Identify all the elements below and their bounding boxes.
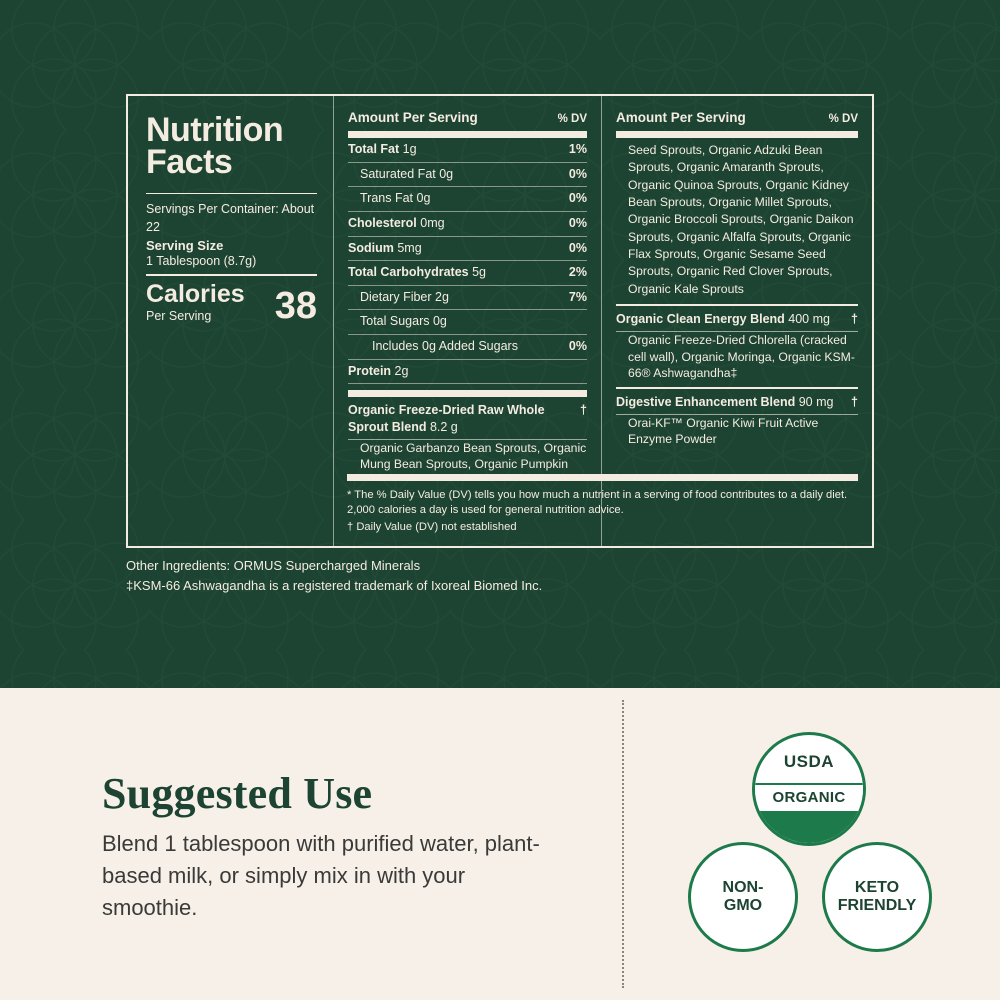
calories-per-serving-label: Per Serving [146, 308, 212, 323]
nutrient-name: Protein [348, 363, 392, 378]
nutrition-facts-box [126, 94, 874, 548]
nutrient-label [348, 142, 425, 158]
non-gmo-badge-text [723, 879, 764, 916]
table-row [348, 163, 587, 188]
digestive-blend-header [616, 389, 858, 414]
nutrient-label: Trans Fat 0g [360, 191, 431, 206]
footnote-dagger: † Daily Value (DV) not established [347, 521, 517, 534]
sprout-blend-body: Organic Garbanzo Bean Sprouts, Organic Mung Bean Sprouts, Organic Pumpkin [360, 440, 587, 472]
amount-per-serving-header-mid [348, 110, 587, 125]
non-gmo-line-2: GMO [723, 897, 763, 914]
serving-size-value: 1 Tablespoon (8.7g) [146, 253, 257, 268]
nutrient-label: Includes 0g Added Sugars [372, 339, 518, 353]
calories-label: Calories [146, 279, 245, 308]
servings-per-container: Servings Per Container: About 22 [146, 201, 315, 234]
nutrient-amount: 5mg [397, 240, 422, 255]
table-row [348, 187, 587, 212]
nutrient-amount: 5g [472, 265, 487, 280]
sprout-blend-continued: Seed Sprouts, Organic Adzuki Bean Sprouts, Organic Amaranth Sprouts, Organic Quinoa Sprouts, Organic Kidney Bean Sprouts, Organic Millet Sprouts, Organic Broccoli Sprouts, Organic Daikon Sprouts, Organic Alfalfa Sprouts, Organic Flax Sprouts, Organic Sesame Seed Sprouts, Organic Red Clover Sprouts, Organic Kale Sprouts [628, 143, 854, 296]
nutrient-label: Saturated Fat 0g [360, 166, 454, 181]
nutrient-pct: 0% [568, 215, 587, 230]
keto-friendly-badge [822, 842, 932, 952]
nutrient-name: Total Carbohydrates [348, 265, 469, 280]
nutrient-name: Cholesterol [348, 215, 417, 230]
usda-organic-badge [752, 732, 866, 846]
divider-thick [348, 390, 587, 397]
nutrient-pct: 0% [568, 191, 587, 206]
calories-row [146, 279, 317, 327]
nutrition-left-column [128, 96, 333, 546]
nutrient-label: Dietary Fiber 2g [360, 289, 449, 304]
keto-badge-text [838, 879, 917, 916]
serving-size-label: Serving Size [146, 237, 224, 253]
digestive-blend-dagger: † [851, 394, 858, 409]
footnotes [333, 474, 872, 537]
nutrition-facts-title [146, 111, 317, 182]
sprout-blend-amount: 8.2 g [429, 419, 458, 434]
energy-blend-header [616, 306, 858, 331]
nutrient-pct: 0% [568, 166, 587, 181]
nutrient-label [348, 265, 494, 281]
calories-value: 38 [274, 284, 317, 327]
nutrient-pct: 1% [568, 142, 587, 156]
other-ingredients [126, 556, 886, 595]
nutrient-label [348, 216, 453, 232]
table-row [348, 310, 587, 335]
amount-per-serving-label: Amount Per Serving [616, 110, 746, 125]
table-row [348, 335, 587, 360]
nutrient-pct: 0% [568, 339, 587, 353]
page-title: Suggested Use [102, 769, 373, 818]
sprout-blend-name: Organic Freeze-Dried Raw Whole Sprout Blend 8.2 g [348, 403, 545, 434]
nutrient-pct: 7% [568, 289, 587, 304]
nutrient-name: Total Fat [348, 142, 400, 156]
nutrient-amount: 2g [394, 363, 409, 378]
digestive-blend-name: Digestive Enhancement Blend 90 mg [616, 394, 834, 409]
table-row [348, 138, 587, 163]
nutrient-pct: 0% [568, 240, 587, 255]
table-row [348, 212, 587, 237]
energy-blend-dagger: † [851, 311, 858, 326]
amount-per-serving-label: Amount Per Serving [348, 110, 478, 125]
digestive-blend-body: Orai-KF™ Organic Kiwi Fruit Active Enzyme Powder [628, 415, 819, 447]
energy-blend-name: Organic Clean Energy Blend 400 mg [616, 311, 830, 326]
divider [146, 274, 317, 276]
title-line-2: Facts [146, 143, 233, 182]
divider-thick [616, 131, 858, 138]
digestive-blend-amount: 90 mg [798, 394, 834, 409]
divider [146, 193, 317, 194]
trademark-note: ‡KSM-66 Ashwagandha is a registered trademark of Ixoreal Biomed Inc. [126, 577, 543, 593]
energy-blend-body: Organic Freeze-Dried Chlorella (cracked cell wall), Organic Moringa, Organic KSM-66® Ashwagandha‡ [628, 333, 855, 381]
percent-dv-label: % DV [557, 113, 587, 125]
nutrient-label: Total Sugars 0g [360, 314, 447, 329]
table-row [348, 360, 587, 385]
usda-badge-top-text: USDA [783, 752, 835, 771]
nutrient-amount: 1g [402, 142, 417, 156]
divider-thick [347, 474, 858, 481]
non-gmo-badge [688, 842, 798, 952]
title-line-1: Nutrition [146, 111, 284, 149]
nutrient-name: Sodium [348, 240, 394, 255]
amount-per-serving-header-right [616, 110, 858, 125]
nutrient-amount: 0mg [420, 215, 445, 230]
suggested-use-body: Blend 1 tablespoon with purified water, plant-based milk, or simply mix in with your smoothie. [102, 831, 540, 920]
energy-blend-amount: 400 mg [788, 311, 830, 326]
nutrient-pct: 2% [568, 265, 587, 280]
percent-dv-label: % DV [828, 113, 858, 125]
nutrient-label [348, 364, 416, 380]
table-row [348, 286, 587, 311]
non-gmo-line-1: NON- [722, 878, 764, 896]
vertical-dotted-divider [622, 700, 624, 988]
divider-thick [348, 131, 587, 138]
nutrient-label [348, 241, 430, 257]
table-row [348, 261, 587, 286]
keto-line-2: FRIENDLY [837, 897, 917, 914]
table-row [348, 237, 587, 262]
other-ingredients-line-1: Other Ingredients: ORMUS Supercharged Minerals [126, 558, 421, 573]
sprout-blend-dagger: † [580, 403, 587, 418]
footnote-daily-value: * The % Daily Value (DV) tells you how much a nutrient in a serving of food contributes to a daily diet. 2,000 calories a day is used for general nutrition advice. [347, 489, 848, 517]
sprout-blend-header [348, 397, 587, 439]
keto-line-1: KETO [854, 878, 900, 896]
usda-badge-bottom-text: ORGANIC [755, 783, 863, 813]
